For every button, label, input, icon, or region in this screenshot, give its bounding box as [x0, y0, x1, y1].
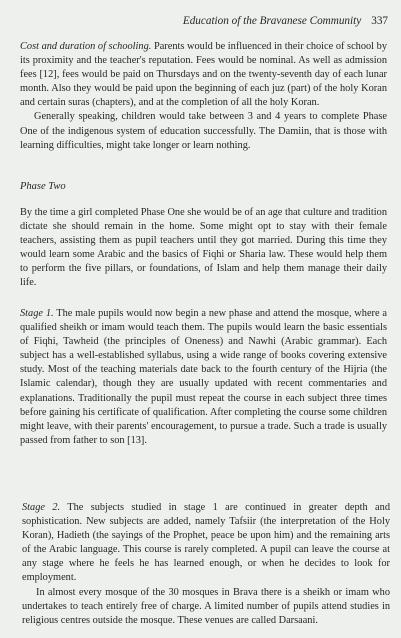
run-in-heading: Stage 1. — [20, 308, 54, 319]
section-stage-2 — [22, 501, 390, 628]
run-in-heading: Stage 2. — [22, 502, 61, 513]
section-phase-two — [20, 206, 387, 291]
paragraph-duration — [20, 110, 387, 152]
paragraph-stage-2 — [22, 501, 390, 586]
run-in-heading: Cost and duration of schooling. — [20, 41, 152, 52]
paragraph-text: Generally speaking, children would take between 3 and 4 years to complete Phase One of the indigenous system of education successfully. The Damiin, that is those with learning difficulties, might take longer or learn nothing. — [20, 111, 387, 151]
paragraph-text: The male pupils would now begin a new phase and attend the mosque, where a qualified sheikh or imam would teach them. The pupils would learn the basic essentials of Fiqhi, Tawheid (the principles of Oneness) and Nawhi (Arabic grammar). Each subject has a well-established syllabus, using a wide range of books covering extensive study. Most of the teaching materials date back to the fourth century of the Hijria (the Islamic calendar), though they are usually updated with recent commentaries and explanations. Traditionally the pupil must repeat the course in each subject three times before gaining his certificate of qualification. After completing the course some children might leave, with their parents' encouragement, to pursue a trade. Such a trade is usually passed from father to son [13]. — [20, 308, 388, 446]
page-number: 337 — [371, 15, 388, 27]
paragraph-text: By the time a girl completed Phase One she would be of an age that culture and tradition dictate she should remain in the home. Some might opt to stay with their female teachers, assisting them as pupil teachers until they got married. During this time they would learn some Arabic and the basics of Fiqhi or Sharia law. These would help them to perform the five pillars, or foundations, of Islam and help them manage their daily life. — [20, 207, 387, 289]
paragraph-cost-of-schooling — [20, 40, 387, 110]
section-stage-1 — [20, 307, 387, 448]
paragraph-mosques — [22, 586, 390, 628]
paragraph-text: In almost every mosque of the 30 mosques in Brava there is a sheikh or imam who undertakes to teach entirely free of charge. A limited number of pupils attend studies in religious centres outside the mosque. These venues are called Darsaani. — [22, 586, 390, 626]
paragraph-text: The subjects studied in stage 1 are continued in greater depth and sophistication. New subjects are added, namely Tafsiir (the interpretation of the Holy Koran), Hadieth (the sayings of the Prophet, peace be upon him) and the remaining arts of the Arabic language. This course is rarely completed. A pupil can leave the course at any stage where he feels he has learned enough, or when he decides to look for employment. — [22, 502, 390, 584]
section-cost-and-duration — [20, 40, 387, 153]
section-heading-phase-two: Phase Two — [20, 181, 66, 192]
running-title: Education of the Bravanese Community — [182, 15, 362, 27]
paragraph-text: Parents would be influenced in their choice of school by its proximity and the teacher's reputation. Fees would be nominal. As well as admission fees [12], fees would be paid on Thursdays and on the twenty-seventh day of each lunar month. Also they would be paid upon the beginning of each juz (part) of the holy Koran and certain suras (chapters), and at the completion of all the holy Koran. — [20, 41, 387, 109]
paragraph-stage-1 — [20, 307, 387, 448]
paragraph-phase-two — [20, 206, 387, 291]
running-header — [20, 15, 388, 27]
